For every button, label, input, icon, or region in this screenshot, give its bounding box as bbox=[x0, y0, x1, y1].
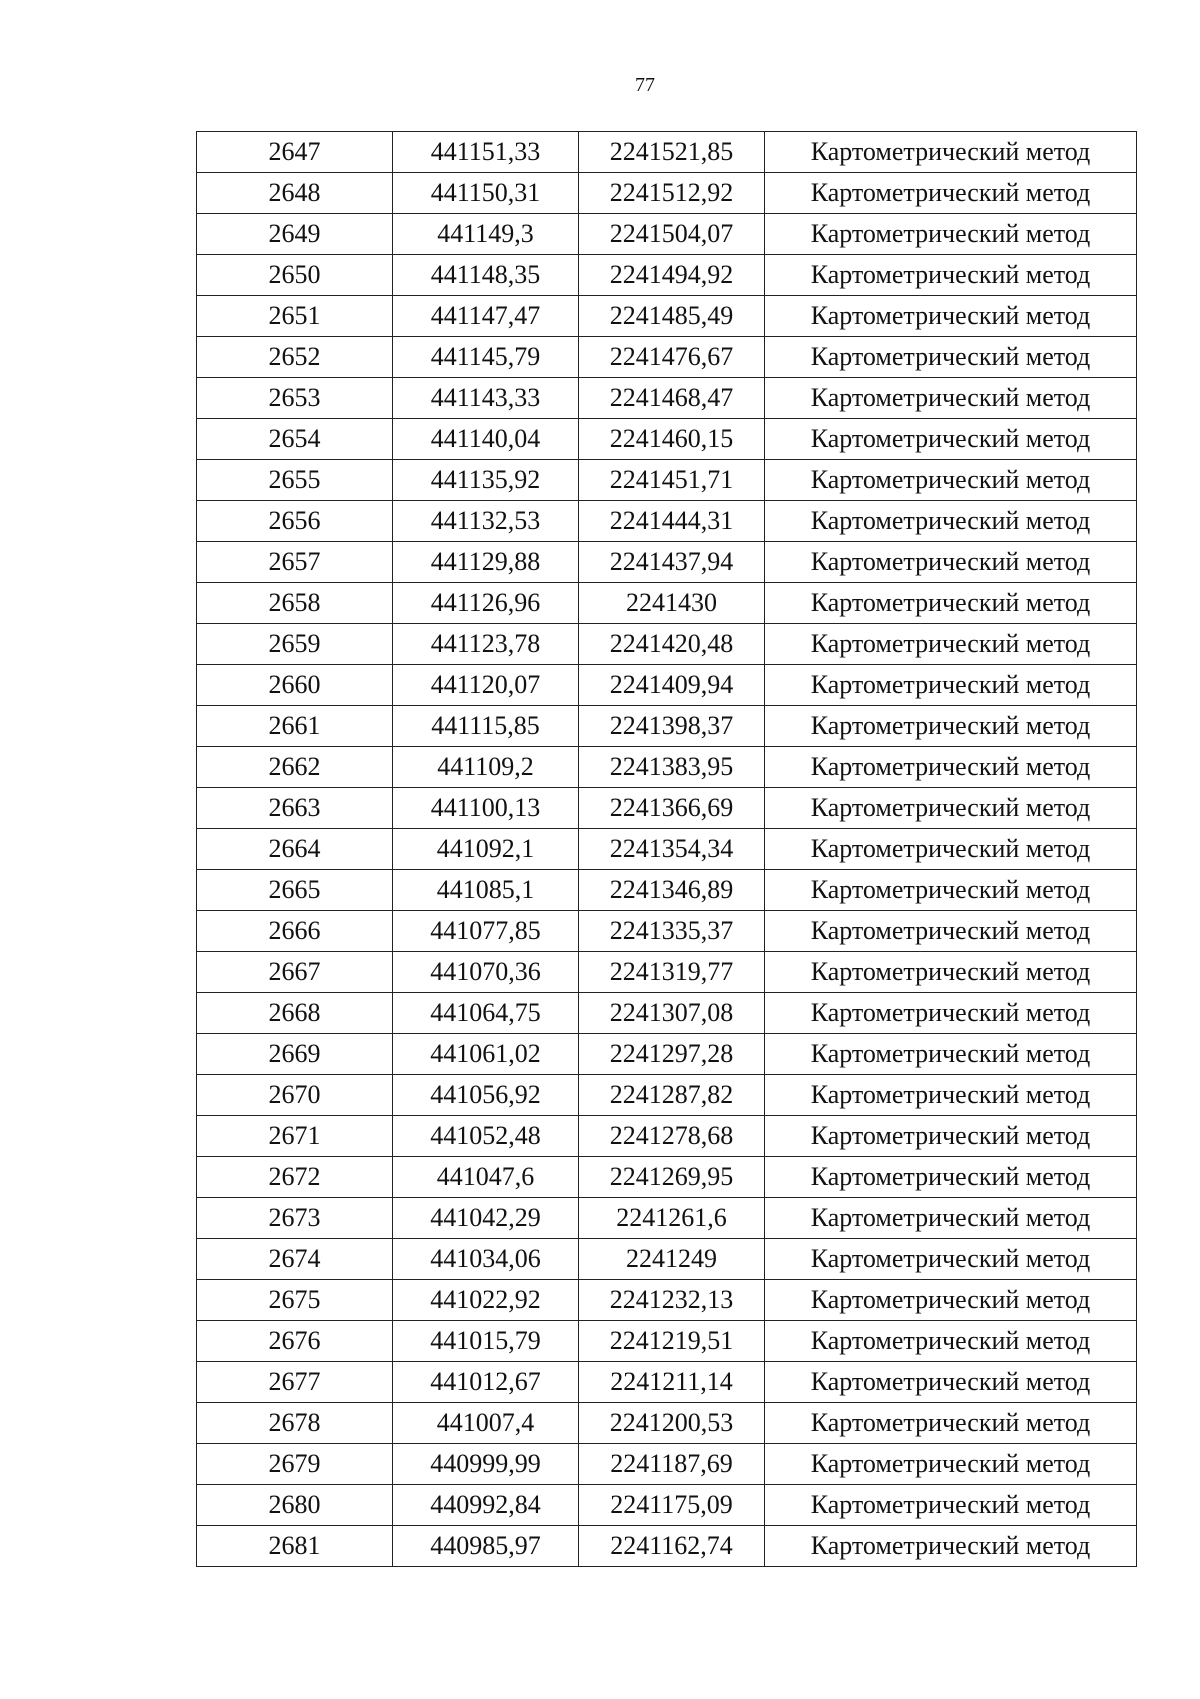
point-number-cell: 2655 bbox=[197, 460, 393, 501]
x-coordinate-cell: 441015,79 bbox=[393, 1321, 579, 1362]
x-coordinate-cell: 441140,04 bbox=[393, 419, 579, 460]
point-number-cell: 2656 bbox=[197, 501, 393, 542]
table-row bbox=[197, 747, 1137, 788]
point-number-cell: 2679 bbox=[197, 1444, 393, 1485]
method-cell: Картометрический метод bbox=[765, 747, 1137, 788]
method-cell: Картометрический метод bbox=[765, 419, 1137, 460]
table-row bbox=[197, 1403, 1137, 1444]
method-cell: Картометрический метод bbox=[765, 1280, 1137, 1321]
point-number-cell: 2647 bbox=[197, 132, 393, 173]
point-number-cell: 2653 bbox=[197, 378, 393, 419]
table-row bbox=[197, 1362, 1137, 1403]
method-cell: Картометрический метод bbox=[765, 993, 1137, 1034]
y-coordinate-cell: 2241211,14 bbox=[579, 1362, 765, 1403]
table-row bbox=[197, 1485, 1137, 1526]
table-row bbox=[197, 1239, 1137, 1280]
y-coordinate-cell: 2241521,85 bbox=[579, 132, 765, 173]
table-row bbox=[197, 911, 1137, 952]
y-coordinate-cell: 2241297,28 bbox=[579, 1034, 765, 1075]
method-cell: Картометрический метод bbox=[765, 829, 1137, 870]
y-coordinate-cell: 2241232,13 bbox=[579, 1280, 765, 1321]
table-row bbox=[197, 255, 1137, 296]
x-coordinate-cell: 441151,33 bbox=[393, 132, 579, 173]
y-coordinate-cell: 2241200,53 bbox=[579, 1403, 765, 1444]
x-coordinate-cell: 441034,06 bbox=[393, 1239, 579, 1280]
x-coordinate-cell: 441077,85 bbox=[393, 911, 579, 952]
method-cell: Картометрический метод bbox=[765, 1321, 1137, 1362]
point-number-cell: 2657 bbox=[197, 542, 393, 583]
point-number-cell: 2651 bbox=[197, 296, 393, 337]
table-row bbox=[197, 1526, 1137, 1567]
x-coordinate-cell: 441132,53 bbox=[393, 501, 579, 542]
x-coordinate-cell: 440992,84 bbox=[393, 1485, 579, 1526]
table-row bbox=[197, 419, 1137, 460]
point-number-cell: 2664 bbox=[197, 829, 393, 870]
method-cell: Картометрический метод bbox=[765, 624, 1137, 665]
x-coordinate-cell: 441085,1 bbox=[393, 870, 579, 911]
x-coordinate-cell: 441109,2 bbox=[393, 747, 579, 788]
table-row bbox=[197, 870, 1137, 911]
y-coordinate-cell: 2241383,95 bbox=[579, 747, 765, 788]
y-coordinate-cell: 2241451,71 bbox=[579, 460, 765, 501]
point-number-cell: 2660 bbox=[197, 665, 393, 706]
method-cell: Картометрический метод bbox=[765, 1116, 1137, 1157]
table-row bbox=[197, 296, 1137, 337]
method-cell: Картометрический метод bbox=[765, 665, 1137, 706]
point-number-cell: 2649 bbox=[197, 214, 393, 255]
table-row bbox=[197, 1157, 1137, 1198]
point-number-cell: 2663 bbox=[197, 788, 393, 829]
table-row bbox=[197, 1444, 1137, 1485]
y-coordinate-cell: 2241398,37 bbox=[579, 706, 765, 747]
table-row bbox=[197, 132, 1137, 173]
method-cell: Картометрический метод bbox=[765, 460, 1137, 501]
y-coordinate-cell: 2241187,69 bbox=[579, 1444, 765, 1485]
x-coordinate-cell: 441115,85 bbox=[393, 706, 579, 747]
x-coordinate-cell: 441007,4 bbox=[393, 1403, 579, 1444]
x-coordinate-cell: 441064,75 bbox=[393, 993, 579, 1034]
table-row bbox=[197, 337, 1137, 378]
method-cell: Картометрический метод bbox=[765, 1239, 1137, 1280]
method-cell: Картометрический метод bbox=[765, 1157, 1137, 1198]
method-cell: Картометрический метод bbox=[765, 501, 1137, 542]
y-coordinate-cell: 2241485,49 bbox=[579, 296, 765, 337]
point-number-cell: 2658 bbox=[197, 583, 393, 624]
y-coordinate-cell: 2241444,31 bbox=[579, 501, 765, 542]
point-number-cell: 2666 bbox=[197, 911, 393, 952]
y-coordinate-cell: 2241512,92 bbox=[579, 173, 765, 214]
method-cell: Картометрический метод bbox=[765, 706, 1137, 747]
x-coordinate-cell: 441150,31 bbox=[393, 173, 579, 214]
method-cell: Картометрический метод bbox=[765, 296, 1137, 337]
method-cell: Картометрический метод bbox=[765, 952, 1137, 993]
point-number-cell: 2681 bbox=[197, 1526, 393, 1567]
x-coordinate-cell: 441148,35 bbox=[393, 255, 579, 296]
y-coordinate-cell: 2241319,77 bbox=[579, 952, 765, 993]
table-row bbox=[197, 173, 1137, 214]
y-coordinate-cell: 2241287,82 bbox=[579, 1075, 765, 1116]
y-coordinate-cell: 2241278,68 bbox=[579, 1116, 765, 1157]
y-coordinate-cell: 2241261,6 bbox=[579, 1198, 765, 1239]
point-number-cell: 2661 bbox=[197, 706, 393, 747]
method-cell: Картометрический метод bbox=[765, 1198, 1137, 1239]
table-row bbox=[197, 1321, 1137, 1362]
coordinates-table bbox=[196, 131, 1137, 1567]
x-coordinate-cell: 441149,3 bbox=[393, 214, 579, 255]
method-cell: Картометрический метод bbox=[765, 132, 1137, 173]
y-coordinate-cell: 2241269,95 bbox=[579, 1157, 765, 1198]
point-number-cell: 2678 bbox=[197, 1403, 393, 1444]
table-row bbox=[197, 624, 1137, 665]
method-cell: Картометрический метод bbox=[765, 1485, 1137, 1526]
x-coordinate-cell: 441135,92 bbox=[393, 460, 579, 501]
method-cell: Картометрический метод bbox=[765, 1362, 1137, 1403]
point-number-cell: 2674 bbox=[197, 1239, 393, 1280]
y-coordinate-cell: 2241346,89 bbox=[579, 870, 765, 911]
y-coordinate-cell: 2241335,37 bbox=[579, 911, 765, 952]
x-coordinate-cell: 441061,02 bbox=[393, 1034, 579, 1075]
table-row bbox=[197, 829, 1137, 870]
y-coordinate-cell: 2241249 bbox=[579, 1239, 765, 1280]
point-number-cell: 2652 bbox=[197, 337, 393, 378]
point-number-cell: 2675 bbox=[197, 1280, 393, 1321]
table-row bbox=[197, 993, 1137, 1034]
x-coordinate-cell: 441012,67 bbox=[393, 1362, 579, 1403]
point-number-cell: 2672 bbox=[197, 1157, 393, 1198]
point-number-cell: 2648 bbox=[197, 173, 393, 214]
table-row bbox=[197, 952, 1137, 993]
point-number-cell: 2680 bbox=[197, 1485, 393, 1526]
table-row bbox=[197, 665, 1137, 706]
x-coordinate-cell: 441147,47 bbox=[393, 296, 579, 337]
x-coordinate-cell: 441100,13 bbox=[393, 788, 579, 829]
point-number-cell: 2670 bbox=[197, 1075, 393, 1116]
x-coordinate-cell: 441052,48 bbox=[393, 1116, 579, 1157]
point-number-cell: 2662 bbox=[197, 747, 393, 788]
point-number-cell: 2669 bbox=[197, 1034, 393, 1075]
coordinates-table-body bbox=[197, 132, 1137, 1567]
method-cell: Картометрический метод bbox=[765, 1075, 1137, 1116]
method-cell: Картометрический метод bbox=[765, 870, 1137, 911]
table-row bbox=[197, 583, 1137, 624]
x-coordinate-cell: 441120,07 bbox=[393, 665, 579, 706]
method-cell: Картометрический метод bbox=[765, 1034, 1137, 1075]
y-coordinate-cell: 2241468,47 bbox=[579, 378, 765, 419]
x-coordinate-cell: 441047,6 bbox=[393, 1157, 579, 1198]
y-coordinate-cell: 2241175,09 bbox=[579, 1485, 765, 1526]
method-cell: Картометрический метод bbox=[765, 214, 1137, 255]
table-row bbox=[197, 542, 1137, 583]
y-coordinate-cell: 2241307,08 bbox=[579, 993, 765, 1034]
point-number-cell: 2671 bbox=[197, 1116, 393, 1157]
table-row bbox=[197, 1116, 1137, 1157]
method-cell: Картометрический метод bbox=[765, 542, 1137, 583]
x-coordinate-cell: 441056,92 bbox=[393, 1075, 579, 1116]
page-number: 77 bbox=[635, 74, 655, 96]
method-cell: Картометрический метод bbox=[765, 1444, 1137, 1485]
table-row bbox=[197, 378, 1137, 419]
y-coordinate-cell: 2241476,67 bbox=[579, 337, 765, 378]
point-number-cell: 2676 bbox=[197, 1321, 393, 1362]
table-row bbox=[197, 1075, 1137, 1116]
table-row bbox=[197, 1034, 1137, 1075]
point-number-cell: 2659 bbox=[197, 624, 393, 665]
point-number-cell: 2668 bbox=[197, 993, 393, 1034]
method-cell: Картометрический метод bbox=[765, 337, 1137, 378]
y-coordinate-cell: 2241437,94 bbox=[579, 542, 765, 583]
point-number-cell: 2654 bbox=[197, 419, 393, 460]
x-coordinate-cell: 441126,96 bbox=[393, 583, 579, 624]
x-coordinate-cell: 440999,99 bbox=[393, 1444, 579, 1485]
x-coordinate-cell: 441143,33 bbox=[393, 378, 579, 419]
point-number-cell: 2667 bbox=[197, 952, 393, 993]
method-cell: Картометрический метод bbox=[765, 173, 1137, 214]
y-coordinate-cell: 2241460,15 bbox=[579, 419, 765, 460]
y-coordinate-cell: 2241219,51 bbox=[579, 1321, 765, 1362]
x-coordinate-cell: 441092,1 bbox=[393, 829, 579, 870]
table-row bbox=[197, 214, 1137, 255]
method-cell: Картометрический метод bbox=[765, 378, 1137, 419]
point-number-cell: 2677 bbox=[197, 1362, 393, 1403]
method-cell: Картометрический метод bbox=[765, 788, 1137, 829]
method-cell: Картометрический метод bbox=[765, 255, 1137, 296]
table-row bbox=[197, 1280, 1137, 1321]
y-coordinate-cell: 2241420,48 bbox=[579, 624, 765, 665]
x-coordinate-cell: 441022,92 bbox=[393, 1280, 579, 1321]
x-coordinate-cell: 441129,88 bbox=[393, 542, 579, 583]
x-coordinate-cell: 441123,78 bbox=[393, 624, 579, 665]
x-coordinate-cell: 441070,36 bbox=[393, 952, 579, 993]
point-number-cell: 2665 bbox=[197, 870, 393, 911]
y-coordinate-cell: 2241430 bbox=[579, 583, 765, 624]
point-number-cell: 2650 bbox=[197, 255, 393, 296]
point-number-cell: 2673 bbox=[197, 1198, 393, 1239]
y-coordinate-cell: 2241354,34 bbox=[579, 829, 765, 870]
x-coordinate-cell: 441042,29 bbox=[393, 1198, 579, 1239]
table-row bbox=[197, 501, 1137, 542]
table-row bbox=[197, 1198, 1137, 1239]
y-coordinate-cell: 2241409,94 bbox=[579, 665, 765, 706]
y-coordinate-cell: 2241366,69 bbox=[579, 788, 765, 829]
table-row bbox=[197, 706, 1137, 747]
y-coordinate-cell: 2241162,74 bbox=[579, 1526, 765, 1567]
x-coordinate-cell: 440985,97 bbox=[393, 1526, 579, 1567]
y-coordinate-cell: 2241504,07 bbox=[579, 214, 765, 255]
table-row bbox=[197, 788, 1137, 829]
table-row bbox=[197, 460, 1137, 501]
y-coordinate-cell: 2241494,92 bbox=[579, 255, 765, 296]
method-cell: Картометрический метод bbox=[765, 1526, 1137, 1567]
x-coordinate-cell: 441145,79 bbox=[393, 337, 579, 378]
method-cell: Картометрический метод bbox=[765, 1403, 1137, 1444]
method-cell: Картометрический метод bbox=[765, 583, 1137, 624]
method-cell: Картометрический метод bbox=[765, 911, 1137, 952]
